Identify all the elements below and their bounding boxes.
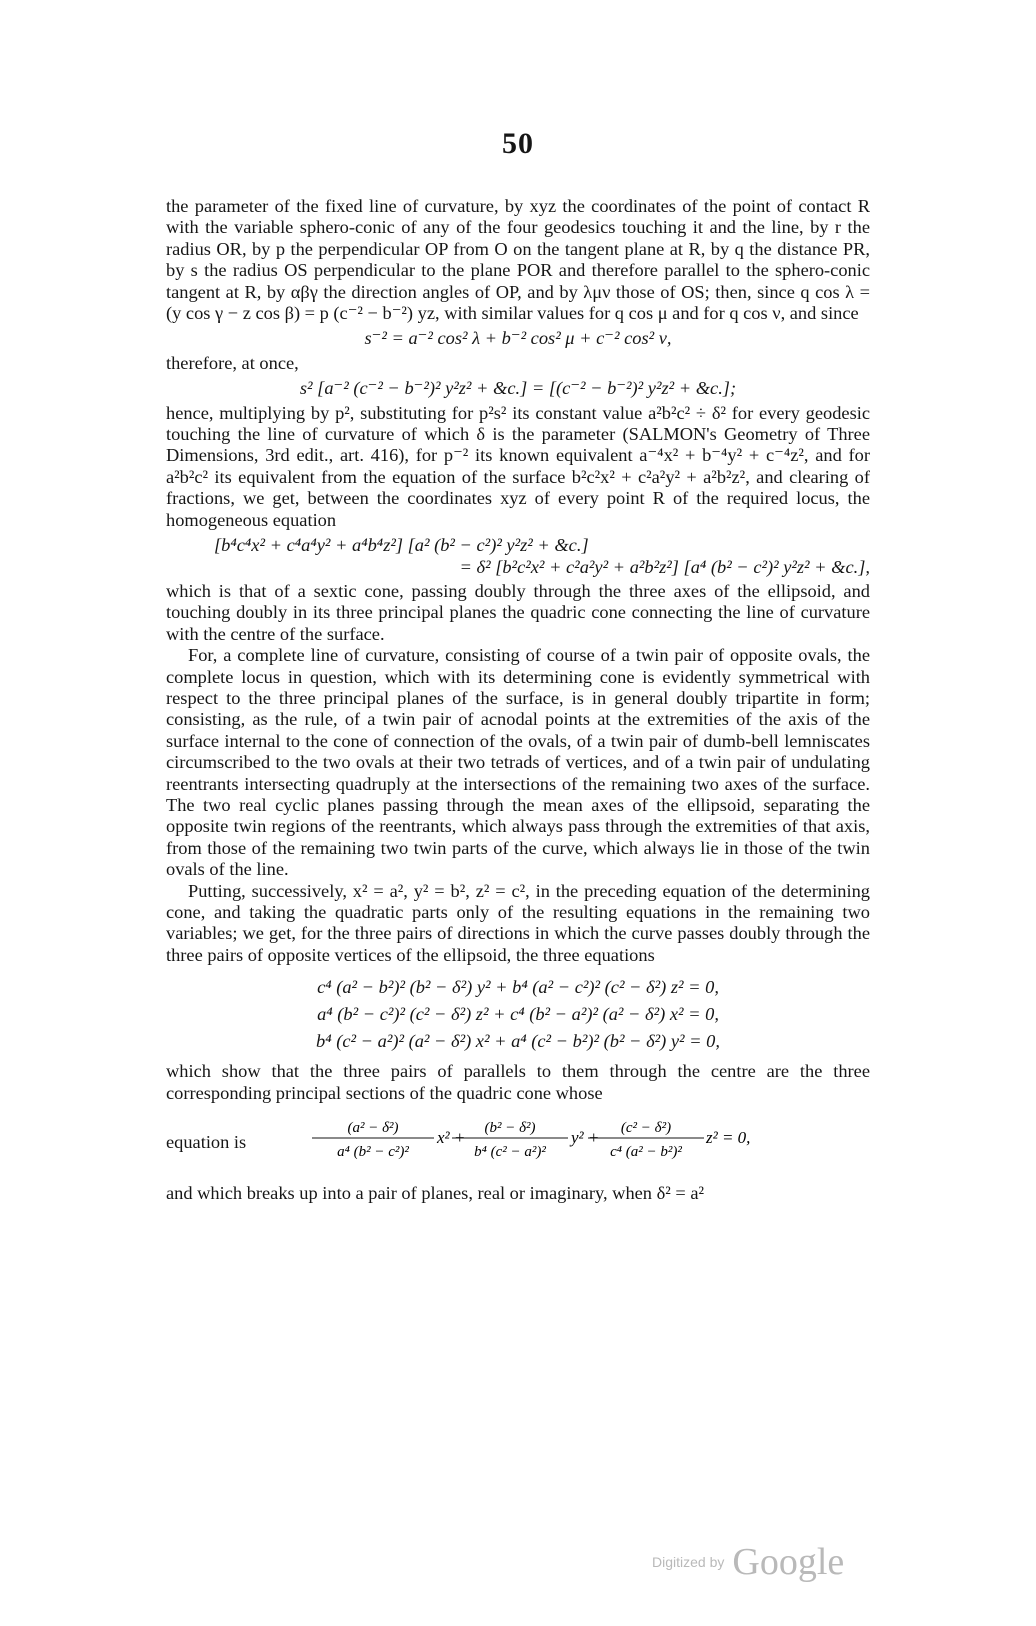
paragraph-4: which is that of a sextic cone, passing doubly through the three axes of the ellipsoid, and touching doubly in its three principal planes the quadric cone connecting the line of curvature with the centre of the surface. — [166, 580, 870, 644]
term-2-denominator: b⁴ (c² − a²)² — [474, 1144, 546, 1161]
watermark-prefix: Digitized by — [652, 1554, 725, 1570]
term-3-numerator: (c² − δ²) — [620, 1120, 672, 1137]
equation-3a: [b⁴c⁴x² + c⁴a⁴y² + a⁴b⁴z²] [a² (b² − c²)² y²z² + &c.] — [214, 535, 589, 556]
term-3-variable: z² = 0, — [706, 1128, 751, 1148]
body-text — [166, 196, 870, 1205]
google-logo: Google — [732, 1541, 845, 1583]
term-1-variable: x² + — [437, 1128, 466, 1148]
term-1-numerator: (a² − δ²) — [347, 1120, 399, 1137]
equation-7-lead: equation is — [166, 1132, 247, 1153]
equation-6: b⁴ (c² − a²)² (a² − δ²) x² + a⁴ (c² − b²)² (b² − δ²) y² = 0, — [316, 1031, 720, 1052]
paragraph-1: the parameter of the fixed line of curvature, by xyz the coordinates of the point of contact R with the variable sphero-conic of any of the four geodesics touching it and the line, by r the radius OR, by p the perpendicular OP from O on the tangent plane at R, by q the distance PR, by s the radius OS perpendicular to the plane POR and therefore parallel to the sphero-conic tangent at R, by αβγ the direction angles of OP, and by λμν those of OS; then, since q cos λ = (y cos γ − z cos β) = p (c⁻² − b⁻²) yz, with similar values for q cos μ and for q cos ν, and since — [166, 196, 870, 324]
equation-system — [166, 974, 870, 1055]
paragraph-5: For, a complete line of curvature, consisting of course of a twin pair of opposite ovals, the complete locus in question, which with its determining cone is evidently symmetrical with respect to the three principal planes of the surface, is in general doubly tripartite in form; consisting, as the rule, of a twin pair of acnodal points at the extremities of the axis of the surface internal to the cone of connection of the ovals, of a twin pair of dumb-bell lemniscates circumscribed to the two ovals at their two tetrads of vertices, and of a twin pair of undulating reentrants intersecting quadruply at the intersections of the remaining two axes of the surface. The two real cyclic planes passing through the mean axes of the ellipsoid, separating the opposite twin regions of the reentrants, which always pass through the extremities of that axis, from those of the remaining two twin parts of the curve, which always lie in those of the twin ovals of the line. — [166, 645, 870, 880]
term-2-numerator: (b² − δ²) — [484, 1120, 536, 1137]
equation-7-expression — [306, 1116, 751, 1169]
paragraph-2: therefore, at once, — [166, 352, 299, 373]
equation-4: c⁴ (a² − b²)² (b² − δ²) y² + b⁴ (a² − c²)² (c² − δ²) z² = 0, — [317, 977, 719, 998]
paragraph-7: which show that the three pairs of parallels to them through the centre are the three corresponding principal sections of the quadric cone whose — [166, 1061, 870, 1103]
equation-7-fractions — [306, 1116, 751, 1164]
term-1-denominator: a⁴ (b² − c²)² — [337, 1144, 409, 1161]
term-2-variable: y² + — [571, 1128, 600, 1148]
digitized-watermark — [652, 1540, 844, 1584]
equation-3b: = δ² [b²c²x² + c²a²y² + a²b²z²] [a⁴ (b² − c²)² y²z² + &c.], — [459, 556, 870, 577]
equation-1: s⁻² = a⁻² cos² λ + b⁻² cos² μ + c⁻² cos² ν, — [364, 328, 672, 349]
paragraph-8: and which breaks up into a pair of planes, real or imaginary, when δ² = a² — [166, 1183, 705, 1204]
equation-2: s² [a⁻² (c⁻² − b⁻²)² y²z² + &c.] = [(c⁻² − b⁻²)² y²z² + &c.]; — [299, 378, 737, 399]
page-number: 50 — [502, 127, 534, 160]
paragraph-6: Putting, successively, x² = a², y² = b², z² = c², in the preceding equation of the determining cone, and taking the quadratic parts only of the resulting equations in the remaining two variables; we get, for the three pairs of directions in which the curve passes doubly through the three pairs of opposite vertices of the ellipsoid, the three equations — [166, 880, 870, 965]
equation-5: a⁴ (b² − c²)² (c² − δ²) z² + c⁴ (b² − a²)² (a² − δ²) x² = 0, — [317, 1004, 719, 1025]
equation-7 — [166, 1116, 870, 1169]
term-3-denominator: c⁴ (a² − b²)² — [610, 1144, 682, 1161]
paragraph-3: hence, multiplying by p², substituting for p²s² its constant value a²b²c² ÷ δ² for every geodesic touching the line of curvature of which δ is the parameter (SALMON's Geometry of Three Dimensions, 3rd edit., art. 416), for p⁻² its known equivalent a⁻⁴x² + b⁻⁴y² + c⁻⁴z², and for a²b²c² its equivalent from the equation of the surface b²c²x² + c²a²y² + a²b²z², and clearing of fractions, we get, between the coordinates xyz of every point R of the required locus, the homogeneous equation — [166, 402, 870, 530]
